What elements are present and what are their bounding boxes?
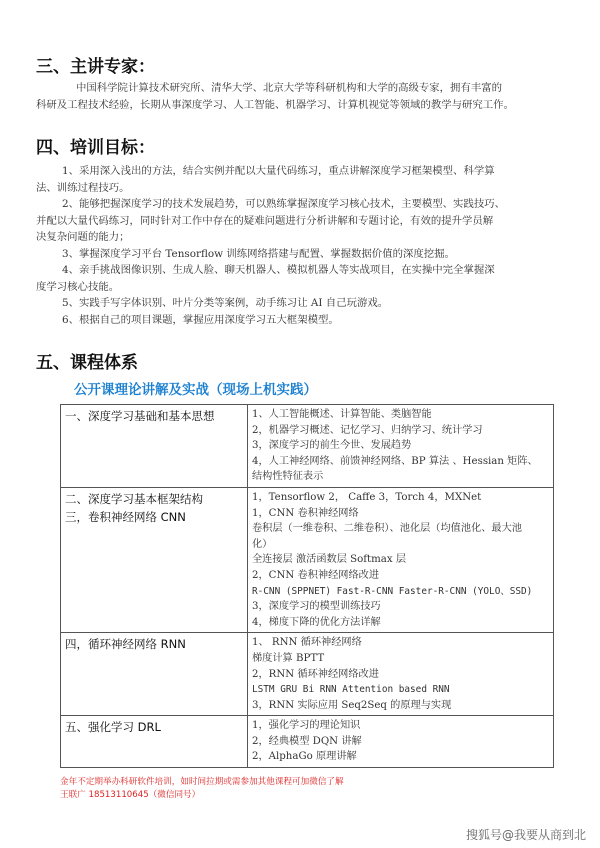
section4-title: 四、培训目标： (36, 138, 155, 158)
topic-line: 梯度计算 BPTT (252, 652, 325, 664)
topic-line: R-CNN (SPPNET) Fast-R-CNN Faster-R-CNN (YOLO、SSD) (252, 585, 533, 597)
topic-line: 2，经典模型 DQN 讲解 (252, 735, 362, 747)
table-row (61, 405, 554, 488)
topic-line: 2，AlphaGo 原理讲解 (252, 751, 357, 763)
module-title: 三，卷积神经网络 CNN (65, 509, 186, 524)
topic-line: 1，强化学习的理论知识 (252, 720, 361, 732)
section5-title: 五、课程体系 (36, 353, 138, 373)
course-table (60, 404, 554, 768)
course-module-cell (61, 405, 248, 488)
table-row (61, 716, 554, 768)
goal-line: 3、掌握深度学习平台 Tensorflow 训练网络搭建与配置、掌握数据价值的深度挖掘。 (62, 247, 455, 260)
section3-body (36, 80, 572, 113)
module-title: 五、强化学习 DRL (65, 720, 161, 735)
goal-line: 1、采用深入浅出的方法，结合实例并配以大量代码练习，重点讲解深度学习框架模型、科学算 (62, 165, 495, 177)
section4-body (36, 163, 572, 328)
topic-line: 1，Tensorflow 2， Caffe 3，Torch 4，MXNet (252, 491, 482, 503)
course-topics-cell (248, 716, 554, 768)
topic-line: 1，CNN 卷积神经网络 (252, 507, 359, 519)
goal-line: 2、能够把握深度学习的技术发展趋势，可以熟练掌握深度学习核心技术，主要模型、实践技巧、 (62, 198, 506, 210)
topic-line: 4，人工神经网络、前馈神经网络、BP 算法 、Hessian 矩阵、 (252, 455, 538, 467)
topic-line: 卷积层（一维卷积、二维卷积）、池化层（均值池化、最大池 (252, 523, 522, 535)
topic-line: 2，机器学习概述、记忆学习、归纳学习、统计学习 (252, 424, 483, 436)
course-topics-cell (248, 633, 554, 716)
goal-line: 6、根据自己的项目课题，掌握应用深度学习五大框架模型。 (62, 313, 339, 326)
goal-line: 决复杂问题的能力； (36, 231, 130, 243)
course-module-cell (61, 633, 248, 716)
footer-contact: 王联广 18513110645（微信同号） (60, 790, 201, 800)
table-row (61, 487, 554, 632)
goal-line: 5、实践手写字体识别、叶片分类等案例，动手练习让 AI 自己玩游戏。 (62, 297, 389, 309)
module-title: 一、深度学习基础和基本思想 (65, 409, 215, 423)
course-module-cell (61, 487, 248, 632)
topic-line: 1、 RNN 循环神经网络 (252, 637, 362, 649)
watermark: 搜狐号@我要从商到北 (465, 828, 586, 842)
course-topics-cell (248, 405, 554, 488)
section3-line: 中国科学院计算技术研究所、清华大学、北京大学等科研机构和大学的高级专家，拥有丰富的 (76, 82, 503, 94)
topic-line: 3，RNN 实际应用 Seq2Seq 的原理与实现 (252, 699, 452, 711)
topic-line: 2，RNN 循环神经网络改进 (252, 668, 379, 680)
topic-line: 4，梯度下降的优化方法详解 (252, 616, 381, 628)
topic-line: 化） (252, 538, 273, 550)
table-row (61, 633, 554, 716)
course-topics-cell (248, 487, 554, 632)
module-title: 四，循环神经网络 RNN (65, 637, 186, 652)
section3-line: 科研及工程技术经验，长期从事深度学习、人工智能、机器学习、计算机视觉等领域的教学与研究工作。 (36, 98, 514, 111)
goal-line: 度学习核心技能。 (36, 280, 120, 293)
topic-line: 2，CNN 卷积神经网络改进 (252, 569, 380, 581)
topic-line: LSTM GRU Bi RNN Attention based RNN (252, 684, 450, 696)
section3-title: 三、主讲专家： (36, 57, 155, 77)
course-subtitle: 公开课理论讲解及实战（现场上机实践） (74, 382, 317, 398)
goal-line: 4、亲手挑战图像识别、生成人脸、聊天机器人、模拟机器人等实战项目，在实操中完全掌握深 (62, 264, 495, 276)
course-module-cell (61, 716, 248, 768)
topic-line: 结构性特征表示 (252, 471, 324, 483)
goal-line: 并配以大量代码练习，同时针对工作中存在的疑难问题进行分析讲解和专题讨论，有效的提升学员解 (36, 214, 494, 227)
topic-line: 3，深度学习的前生今世、发展趋势 (252, 440, 412, 452)
topic-line: 1、人工智能概述、计算智能、类脑智能 (252, 409, 432, 420)
module-title: 二、深度学习基本框架结构 (65, 491, 203, 506)
topic-line: 全连接层 激活函数层 Softmax 层 (252, 554, 407, 566)
goal-line: 法、训练过程技巧。 (36, 181, 130, 194)
footer-note: 金年不定期举办科研软件培训，如时间拉期或需参加其他课程可加微信了解 (60, 777, 344, 787)
topic-line: 3，深度学习的模型训练技巧 (252, 601, 381, 613)
